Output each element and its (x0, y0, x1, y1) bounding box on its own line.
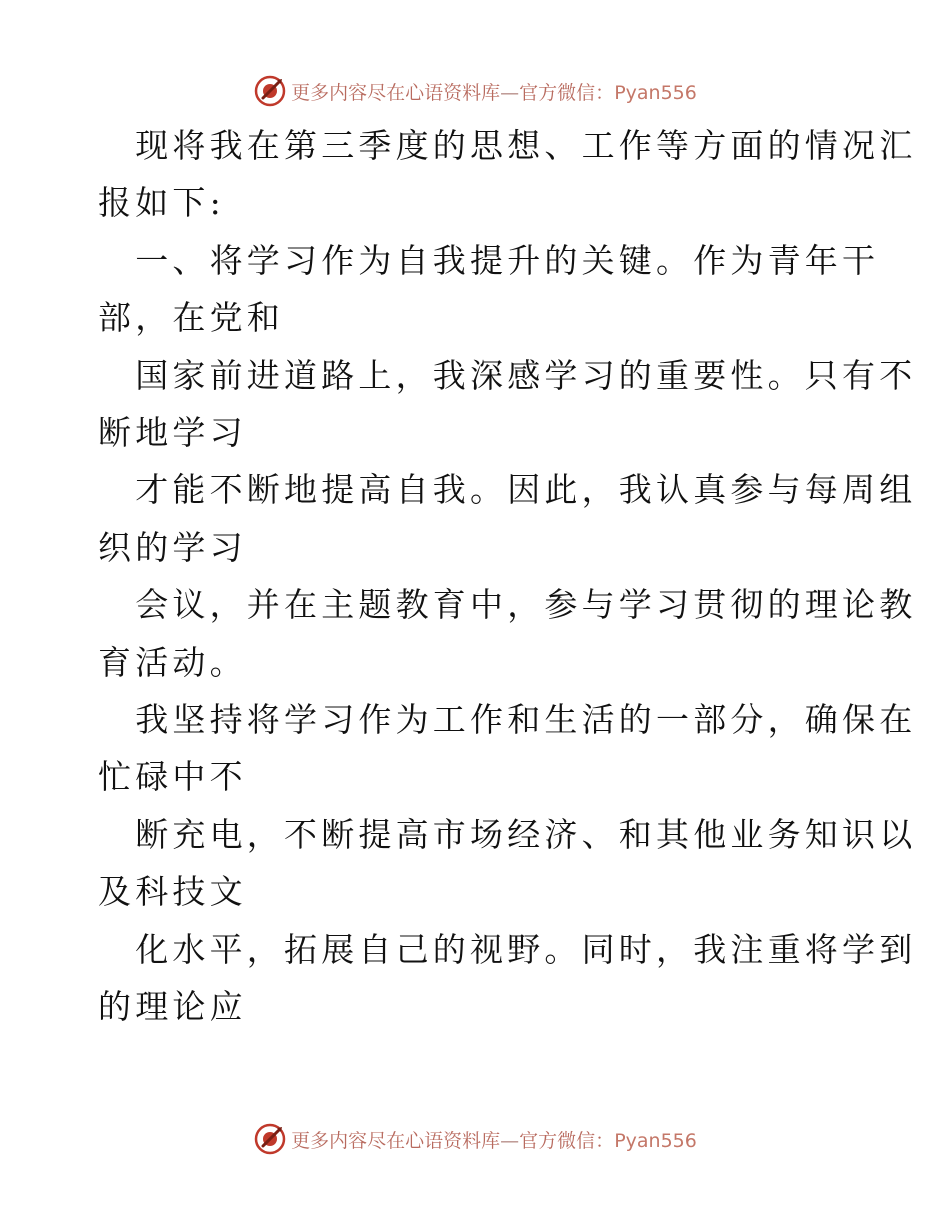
watermark-brand: 更多内容尽在心语资料库 (291, 81, 501, 104)
watermark-brand: 更多内容尽在心语资料库 (291, 1129, 501, 1152)
text-line: 一、将学习作为自我提升的关键。作为青年干 (98, 240, 880, 280)
text-line: 及科技文 (98, 872, 247, 912)
text-line: 国家前进道路上，我深感学习的重要性。只有不 (98, 355, 917, 395)
text-line: 织的学习 (98, 527, 247, 567)
text-line: 报如下: (98, 183, 225, 223)
text-line: 我坚持将学习作为工作和生活的一部分，确保在 (98, 700, 917, 739)
watermark-label: 官方微信： (519, 1129, 615, 1152)
watermark-id: Pyan556 (614, 81, 697, 104)
text-line: 现将我在第三季度的思想、工作等方面的情况汇 (98, 126, 917, 165)
text-line: 才能不断地提高自我。因此，我认真参与每周组 (98, 470, 917, 510)
watermark-header (0, 71, 950, 111)
watermark-footer (0, 1119, 950, 1159)
watermark-id: Pyan556 (614, 1129, 697, 1152)
logo-icon (253, 1122, 287, 1156)
watermark-text (291, 78, 697, 105)
text-line: 化水平，拓展自己的视野。同时，我注重将学到 (98, 929, 917, 969)
logo-icon (253, 74, 287, 108)
text-line: 部，在党和 (98, 298, 284, 338)
watermark-text (291, 1126, 697, 1153)
text-line: 的理论应 (98, 987, 247, 1026)
text-line: 育活动。 (98, 642, 247, 682)
watermark-separator: — (500, 81, 520, 104)
text-line: 断地学习 (98, 413, 247, 452)
text-line: 忙碌中不 (98, 757, 247, 797)
watermark-label: 官方微信： (519, 81, 615, 104)
watermark-separator: — (500, 1129, 520, 1152)
text-line: 会议，并在主题教育中，参与学习贯彻的理论教 (98, 585, 917, 625)
text-line: 断充电，不断提高市场经济、和其他业务知识以 (98, 814, 917, 854)
